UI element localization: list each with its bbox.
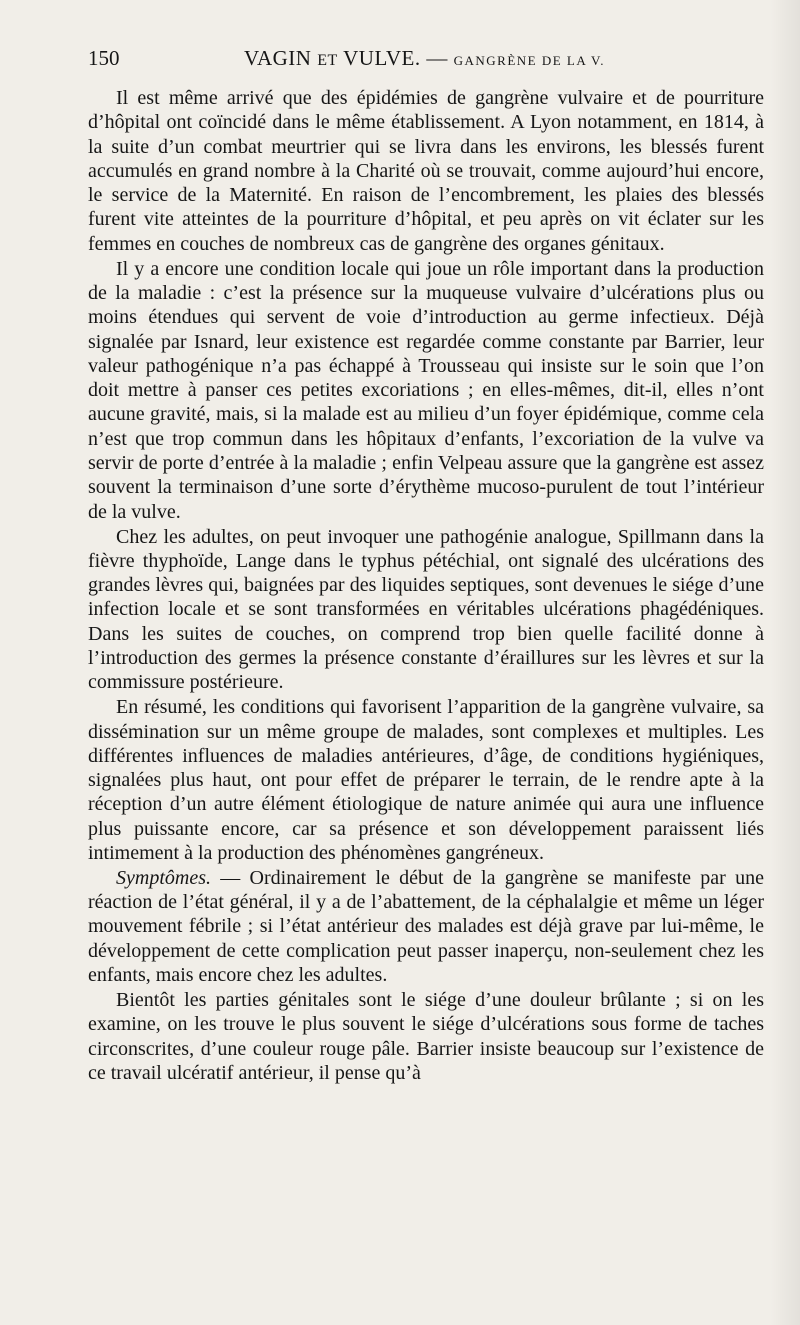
paragraph-1: Il est même arrivé que des épidémies de gangrène vulvaire et de pourriture d’hôpital ont coïncidé dans le même établissement. A Lyon notamment, en 1814, à la suite d’un combat meurtrier qui se livra dans les environs, les blessés furent accumulés en grand nombre à la Charité où se trouvait, comme aujourd’hui encore, le service de la Maternité. En raison de l’encombrement, les plaies des blessés furent vite atteintes de la pourriture d’hôpital, et peu après on vit éclater sur les femmes en couches de nombreux cas de gangrène des organes génitaux. — [88, 87, 764, 255]
paragraph-5-symptoms — [88, 866, 764, 987]
running-header — [88, 46, 764, 80]
running-title-main: VAGIN — [244, 46, 312, 70]
running-title-second: VULVE. — [343, 46, 421, 70]
paragraph-6: Bientôt les parties génitales sont le siége d’une douleur brûlante ; si on les examine, on les trouve le plus souvent le siége d’ulcérations sous forme de taches circonscrites, d’une couleur rouge pâle. Barrier insiste beaucoup sur l’existence de ce travail ulcératif antérieur, il pense qu’à — [88, 988, 764, 1084]
paragraph-2: Il y a encore une condition locale qui joue un rôle important dans la production de la maladie : c’est la présence sur la muqueuse vulvaire d’ulcérations plus ou moins étendues qui servent de voie d’introduction au germe infectieux. Déjà signalée par Isnard, leur existence est regardée comme constante par Barrier, leur valeur pathogénique n’a pas échappé à Trousseau qui insiste sur le soin que l’on doit mettre à panser ces petites excoriations ; en elles-mêmes, dit-il, elles n’ont aucune gravité, mais, si la malade est au milieu d’un foyer épidémique, comme cela n’est que trop commun dans les hôpitaux d’enfants, l’excoriation de la vulve va servir de porte d’entrée à la maladie ; enfin Velpeau assure que la gangrène est assez souvent la terminaison d’une sorte d’érythème mucoso-purulent de tout l’intérieur de la vulve. — [88, 257, 764, 523]
book-page — [88, 46, 764, 1086]
symptoms-heading: Symptômes. — [116, 866, 211, 889]
paragraph-5-text: — Ordinairement le début de la gangrène se manifeste par une réaction de l’état général, il y a de l’abattement, de la céphalalgie et même un léger mouvement fébrile ; si l’état antérieur des malades est déjà grave par lui-même, le développement de cette complication peut passer inaperçu, non-seulement chez les enfants, mais encore chez les adultes. — [88, 866, 764, 987]
running-title — [244, 46, 605, 71]
page-edge-shadow — [770, 0, 800, 1325]
page-number: 150 — [88, 46, 120, 70]
paragraph-4: En résumé, les conditions qui favorisent l’apparition de la gangrène vulvaire, sa dissémination sur un même groupe de malades, sont complexes et multiples. Les différentes influences de maladies antérieures, d’âge, de conditions hygiéniques, signalées plus haut, ont pour effet de préparer le terrain, de le rendre apte à la réception d’un autre élément étiologique de nature animée qui aura une influence plus puissante encore, car sa présence et son développement paraissent liés intimement à la production des phénomènes gangréneux. — [88, 696, 764, 864]
running-title-and: ET — [317, 52, 338, 69]
running-title-separator: — — [426, 46, 448, 70]
page-body — [88, 86, 764, 1085]
paragraph-3: Chez les adultes, on peut invoquer une pathogénie analogue, Spillmann dans la fièvre thyphoïde, Lange dans le typhus pétéchial, ont signalé des ulcérations des grandes lèvres qui, baignées par des liquides septiques, sont devenues le siége d’une infection locale et se sont transformées en véritables ulcérations phagédéniques. Dans les suites de couches, on comprend trop bien quelle facilité donne à l’introduction des germes la présence constante d’éraillures sur les lèvres et sur la commissure postérieure. — [88, 525, 764, 694]
running-title-subsection: GANGRÈNE DE LA V. — [453, 53, 606, 68]
